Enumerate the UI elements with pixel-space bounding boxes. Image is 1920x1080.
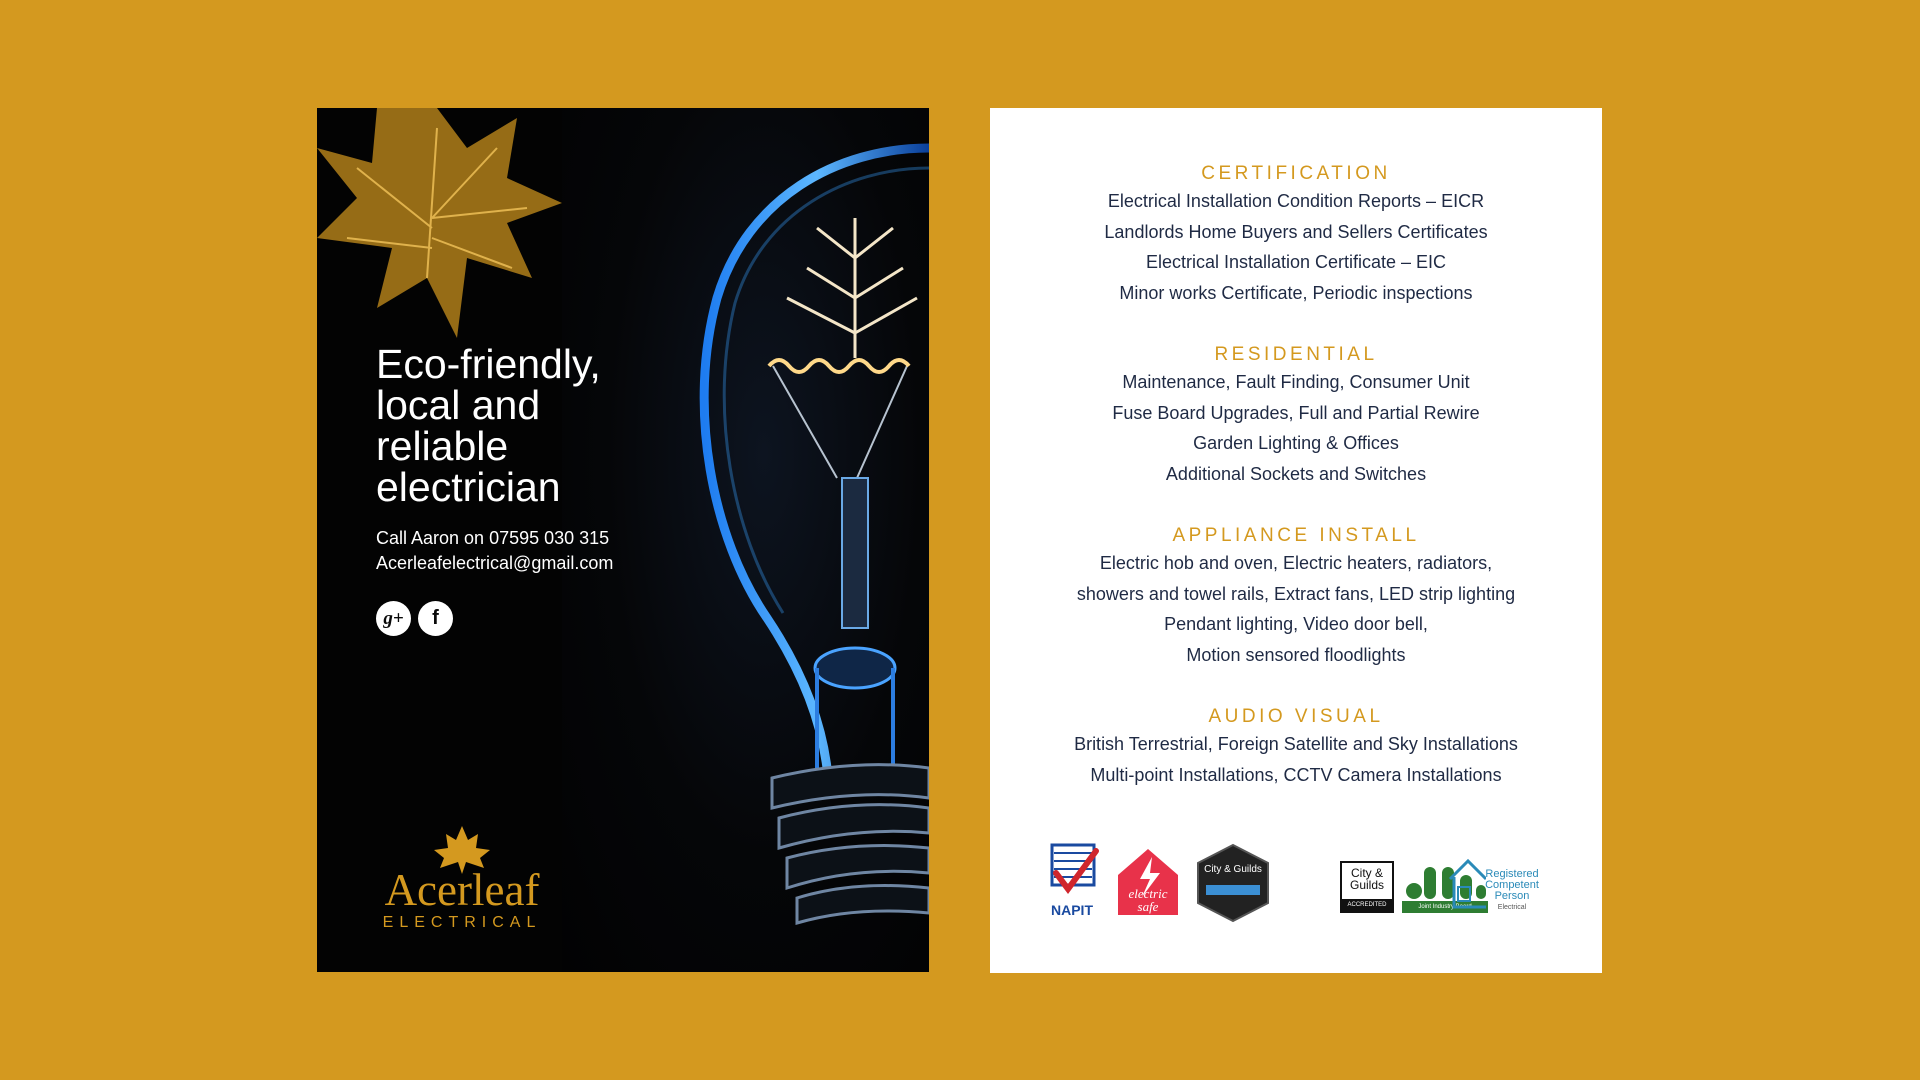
phone-line: Call Aaron on 07595 030 315 <box>376 528 610 548</box>
city-guilds-box-label: City & Guilds <box>1349 866 1384 892</box>
section-line: Maintenance, Fault Finding, Consumer Unit <box>1122 372 1470 392</box>
section-residential <box>990 343 1602 489</box>
rcp-sub-label: Electrical <box>1497 904 1527 911</box>
section-line: British Terrestrial, Foreign Satellite and Sky Installations <box>1074 734 1518 754</box>
section-line: Pendant lighting, Video door bell, <box>1164 614 1428 634</box>
napit-label: NAPIT <box>1051 902 1093 918</box>
section-appliance-install <box>990 524 1602 670</box>
section-audio-visual <box>990 705 1602 790</box>
accredited-label: ACCREDITED <box>1342 899 1392 911</box>
section-line: Additional Sockets and Switches <box>1165 463 1427 484</box>
email-link[interactable]: Acerleafelectrical@gmail.com <box>376 553 614 573</box>
section-line: Motion sensored floodlights <box>1186 644 1406 665</box>
section-line: Landlords Home Buyers and Sellers Certificates <box>1104 221 1488 242</box>
section-line: Electric hob and oven, Electric heaters, radiators, <box>1099 553 1493 573</box>
rcp-line: Registered <box>1485 868 1539 880</box>
section-line: Electrical Installation Certificate – EIC <box>1145 252 1447 272</box>
rcp-line: Competent <box>1485 879 1539 891</box>
section-line: Multi-point Installations, CCTV Camera Installations <box>1090 764 1502 785</box>
social-links <box>376 601 453 636</box>
google-plus-icon[interactable]: g+ <box>376 601 411 636</box>
accreditation-badges <box>1046 843 1566 923</box>
maple-leaf-icon <box>317 108 567 338</box>
section-line: Garden Lighting & Offices <box>1193 433 1399 453</box>
section-title: APPLIANCE INSTALL <box>1172 525 1420 546</box>
flyer-front <box>317 108 929 972</box>
jib-label: Joint Industry Board <box>1402 901 1488 913</box>
section-title: CERTIFICATION <box>1201 163 1391 184</box>
section-title: AUDIO VISUAL <box>1208 706 1384 727</box>
flyer-back <box>990 108 1602 973</box>
logo-subtitle: ELECTRICAL <box>382 914 542 931</box>
acerleaf-logo <box>372 826 552 932</box>
contact-info <box>376 526 613 576</box>
facebook-icon[interactable]: f <box>418 601 453 636</box>
section-line: Electrical Installation Condition Reports – EICR <box>1107 191 1485 211</box>
city-guilds-hex-label: City & Guilds <box>1204 864 1262 875</box>
section-line: Minor works Certificate, Periodic inspections <box>1119 282 1473 303</box>
rcp-line: Person <box>1494 890 1530 902</box>
section-certification <box>990 162 1602 308</box>
headline: Eco-friendly, local and reliable electrician <box>376 341 601 510</box>
logo-name: Acerleaf <box>384 865 540 915</box>
section-title: RESIDENTIAL <box>1214 344 1378 365</box>
section-line: showers and towel rails, Extract fans, LED strip lighting <box>1076 583 1516 604</box>
city-guilds-hex-badge <box>1194 843 1272 923</box>
electric-safe-label: electric safe <box>1128 886 1168 914</box>
city-guilds-box-badge <box>1340 861 1394 913</box>
napit-badge <box>1046 843 1100 901</box>
section-line: Fuse Board Upgrades, Full and Partial Rewire <box>1112 402 1480 423</box>
rcp-label <box>1480 869 1544 913</box>
